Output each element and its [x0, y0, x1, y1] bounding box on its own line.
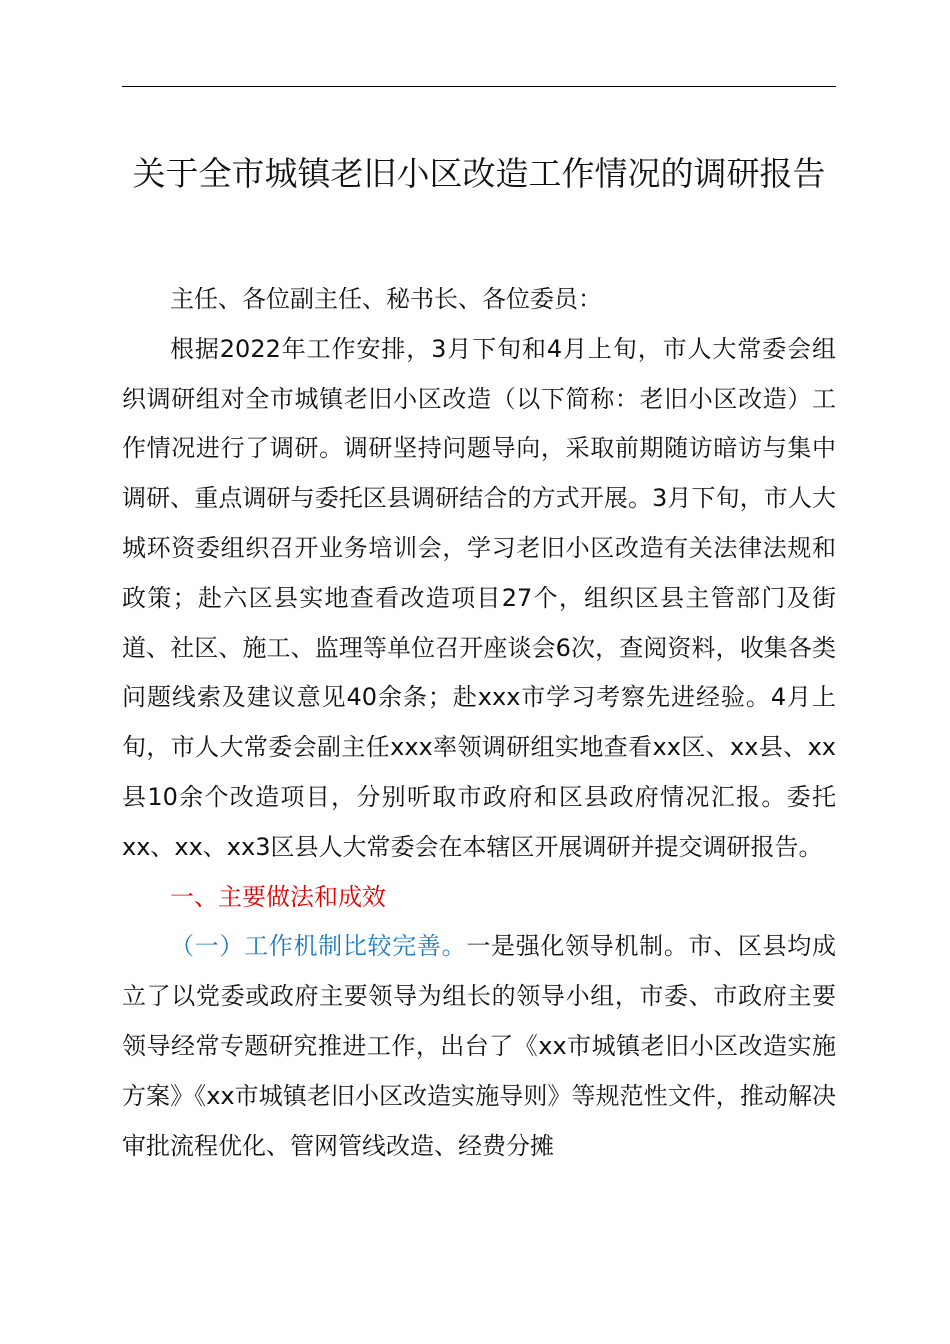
section-heading: 一、主要做法和成效	[170, 882, 386, 911]
subsection-heading: （一）工作机制比较完善。	[170, 932, 467, 961]
salutation: 主任、各位副主任、秘书长、各位委员：	[170, 285, 602, 313]
subsection-text: 一是强化领导机制。市、区县均成立了以党委或政府主要领导为组长的领导小组，市委、市政府主要领导经常专题研究推进工作，出台了《xx市城镇老旧小区改造实施方案》《xx市城镇老旧小区改造实施导则》等规范性文件，推动解决审批流程优化、管网管线改造、经费分摊	[122, 932, 837, 1160]
document-title: 关于全市城镇老旧小区改造工作情况的调研报告	[132, 154, 826, 193]
document-body	[122, 275, 836, 1171]
subsection-paragraph	[122, 922, 836, 1171]
intro-paragraph: 根据2022年工作安排，3月下旬和4月上旬，市人大常委会组织调研组对全市城镇老旧小区改造（以下简称：老旧小区改造）工作情况进行了调研。调研坚持问题导向，采取前期随访暗访与集中调研、重点调研与委托区县调研结合的方式开展。3月下旬，市人大城环资委组织召开业务培训会，学习老旧小区改造有关法律法规和政策；赴六区县实地查看改造项目27个，组织区县主管部门及街道、社区、施工、监理等单位召开座谈会6次，查阅资料，收集各类问题线索及建议意见40余条；赴xxx市学习考察先进经验。4月上旬，市人大常委会副主任xxx率领调研组实地查看xx区、xx县、xx县10余个改造项目，分别听取市政府和区县政府情况汇报。委托xx、xx、xx3区县人大常委会在本辖区开展调研并提交调研报告。	[122, 334, 836, 861]
header-rule	[122, 86, 836, 87]
